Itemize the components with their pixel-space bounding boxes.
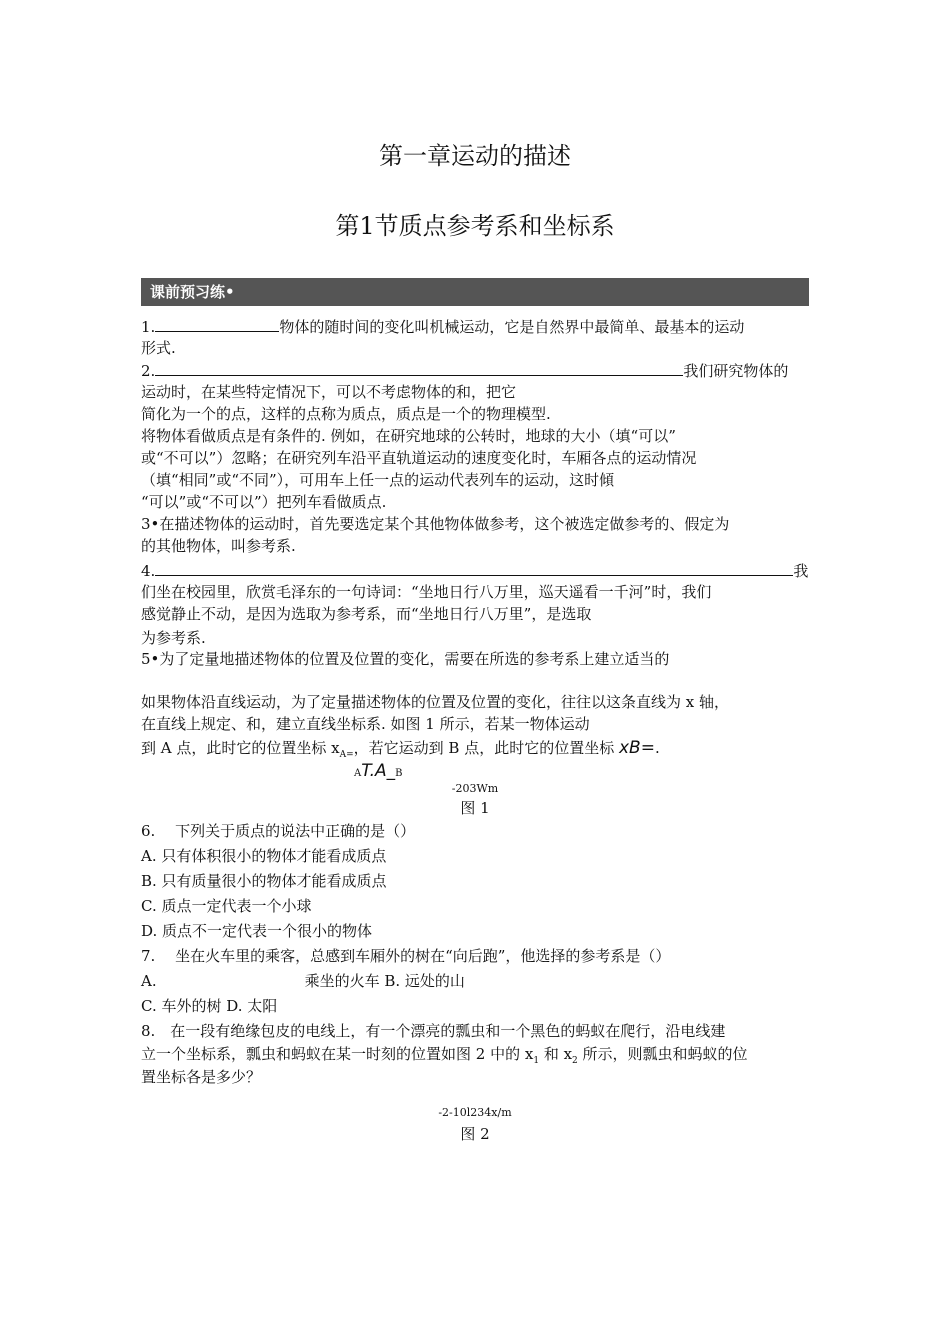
q2-blank[interactable]: [155, 359, 683, 376]
q8-x1-subscript: 1: [533, 1056, 540, 1066]
q7-options-cd: C. 车外的树 D. 太阳: [141, 997, 278, 1015]
q1-line1: [141, 315, 744, 338]
q6-option-a: A. 只有体积很小的物体才能看成质点: [141, 847, 387, 865]
q5-text-d2: ，若它运动到 B 点，此时它的位置坐标: [353, 739, 619, 757]
q2-line1: [141, 359, 788, 382]
q4-line1: [141, 559, 808, 582]
figure1-label-mid: T.A_: [361, 761, 396, 781]
preview-banner: 课前预习练•: [141, 278, 809, 306]
q1-line2: 形式.: [141, 339, 176, 357]
q1-number: 1.: [141, 318, 156, 336]
q7-options-ab: [141, 970, 465, 992]
figure2-caption: 图 2: [460, 1125, 490, 1143]
q2-text-tail: 我们研究物体的: [683, 362, 789, 380]
q2-line4: 将物体看做质点是有条件的. 例如，在研究地球的公转时，地球的大小（填“可以”: [141, 427, 676, 445]
q6-stem: 6. 下列关于质点的说法中正确的是（）: [141, 822, 416, 840]
q8-line1: 8. 在一段有绝缘包皮的电线上，有一个漂亮的瓢虫和一个黑色的蚂蚁在爬行，沿电线建: [141, 1022, 726, 1040]
q2-line2: 运动时，在某些特定情况下，可以不考虑物体的和，把它: [141, 383, 517, 401]
q4-line4: 为参考系.: [141, 629, 206, 647]
q6-option-b: B. 只有质量很小的物体才能看成质点: [141, 872, 387, 890]
q3-line1: 3•在描述物体的运动时，首先要选定某个其他物体做参考，这个被选定做参考的、假定为: [141, 515, 730, 533]
q5-xa-subscript: A=: [339, 750, 354, 760]
q8-x2-subscript: 2: [572, 1056, 578, 1066]
section-title: 第1节质点参考系和坐标系: [335, 212, 615, 240]
q5-line1: 5•为了定量地描述物体的位置及位置的变化，需要在所选的参考系上建立适当的: [141, 650, 670, 668]
chapter-title: 第一章运动的描述: [379, 142, 571, 170]
q2-line7: “可以”或“不可以”）把列车看做质点.: [141, 493, 387, 511]
q5-text-d3: .: [654, 739, 660, 757]
q1-blank[interactable]: [155, 315, 279, 332]
q5-line3: 在直线上规定、和，建立直线坐标系. 如图 1 所示，若某一物体运动: [141, 715, 590, 733]
q8-text-b: 和 x: [539, 1045, 573, 1063]
q5-xb-label: xB=: [619, 738, 655, 758]
q8-line3: 置坐标各是多少？: [141, 1068, 262, 1086]
figure1-axis: -203Wm: [451, 782, 499, 795]
q1-text-a: 物体的随时间的变化叫机械运动，它是自然界中最简单、最基本的运动: [279, 318, 745, 336]
q2-line5: 或“不可以”）忽略；在研究列车沿平直轨道运动的速度变化时，车厢各点的运动情况: [141, 449, 697, 467]
figure1-caption: 图 1: [460, 799, 490, 817]
q4-line3: 感觉静止不动，是因为选取为参考系，而“坐地日行八万里”，是选取: [141, 605, 592, 623]
figure1-label-b: B: [395, 768, 403, 779]
figure1-label-a: A: [354, 768, 362, 779]
q5-line2: 如果物体沿直线运动，为了定量描述物体的位置及位置的变化，往往以这条直线为 x 轴，: [141, 693, 729, 711]
q8-text-a: 立一个坐标系，瓢虫和蚂蚁在某一时刻的位置如图 2 中的 x: [141, 1045, 534, 1063]
q4-text-tail: 我: [793, 562, 809, 580]
q3-line2: 的其他物体，叫参考系.: [141, 537, 296, 555]
q8-text-c: 所示，则瓢虫和蚂蚁的位: [577, 1045, 748, 1063]
q4-blank[interactable]: [155, 559, 793, 576]
q4-line2: 们坐在校园里，欣赏毛泽东的一句诗词：“坐地日行八万里，巡天遥看一千河”时，我们: [141, 583, 712, 601]
q7-options-ab-text: 乘坐的火车 B. 远处的山: [304, 972, 465, 990]
q7-option-a-label: A.: [141, 972, 157, 990]
q6-option-d: D. 质点不一定代表一个很小的物体: [141, 922, 373, 940]
q2-line3: 简化为一个的点，这样的点称为质点，质点是一个的物理模型.: [141, 405, 551, 423]
q5-text-d1: 到 A 点，此时它的位置坐标 x: [141, 739, 340, 757]
q2-number: 2.: [141, 362, 156, 380]
q4-number: 4.: [141, 562, 156, 580]
q2-line6: （填“相同”或“不同”），可用车上任一点的运动代表列车的运动，这时傾: [141, 471, 615, 489]
q7-stem: 7. 坐在火车里的乘客，总感到车厢外的树在“向后跑”，他选择的参考系是（）: [141, 947, 671, 965]
q6-option-c: C. 质点一定代表一个小球: [141, 897, 312, 915]
figure2-axis: -2-10l234x/m: [438, 1106, 512, 1119]
